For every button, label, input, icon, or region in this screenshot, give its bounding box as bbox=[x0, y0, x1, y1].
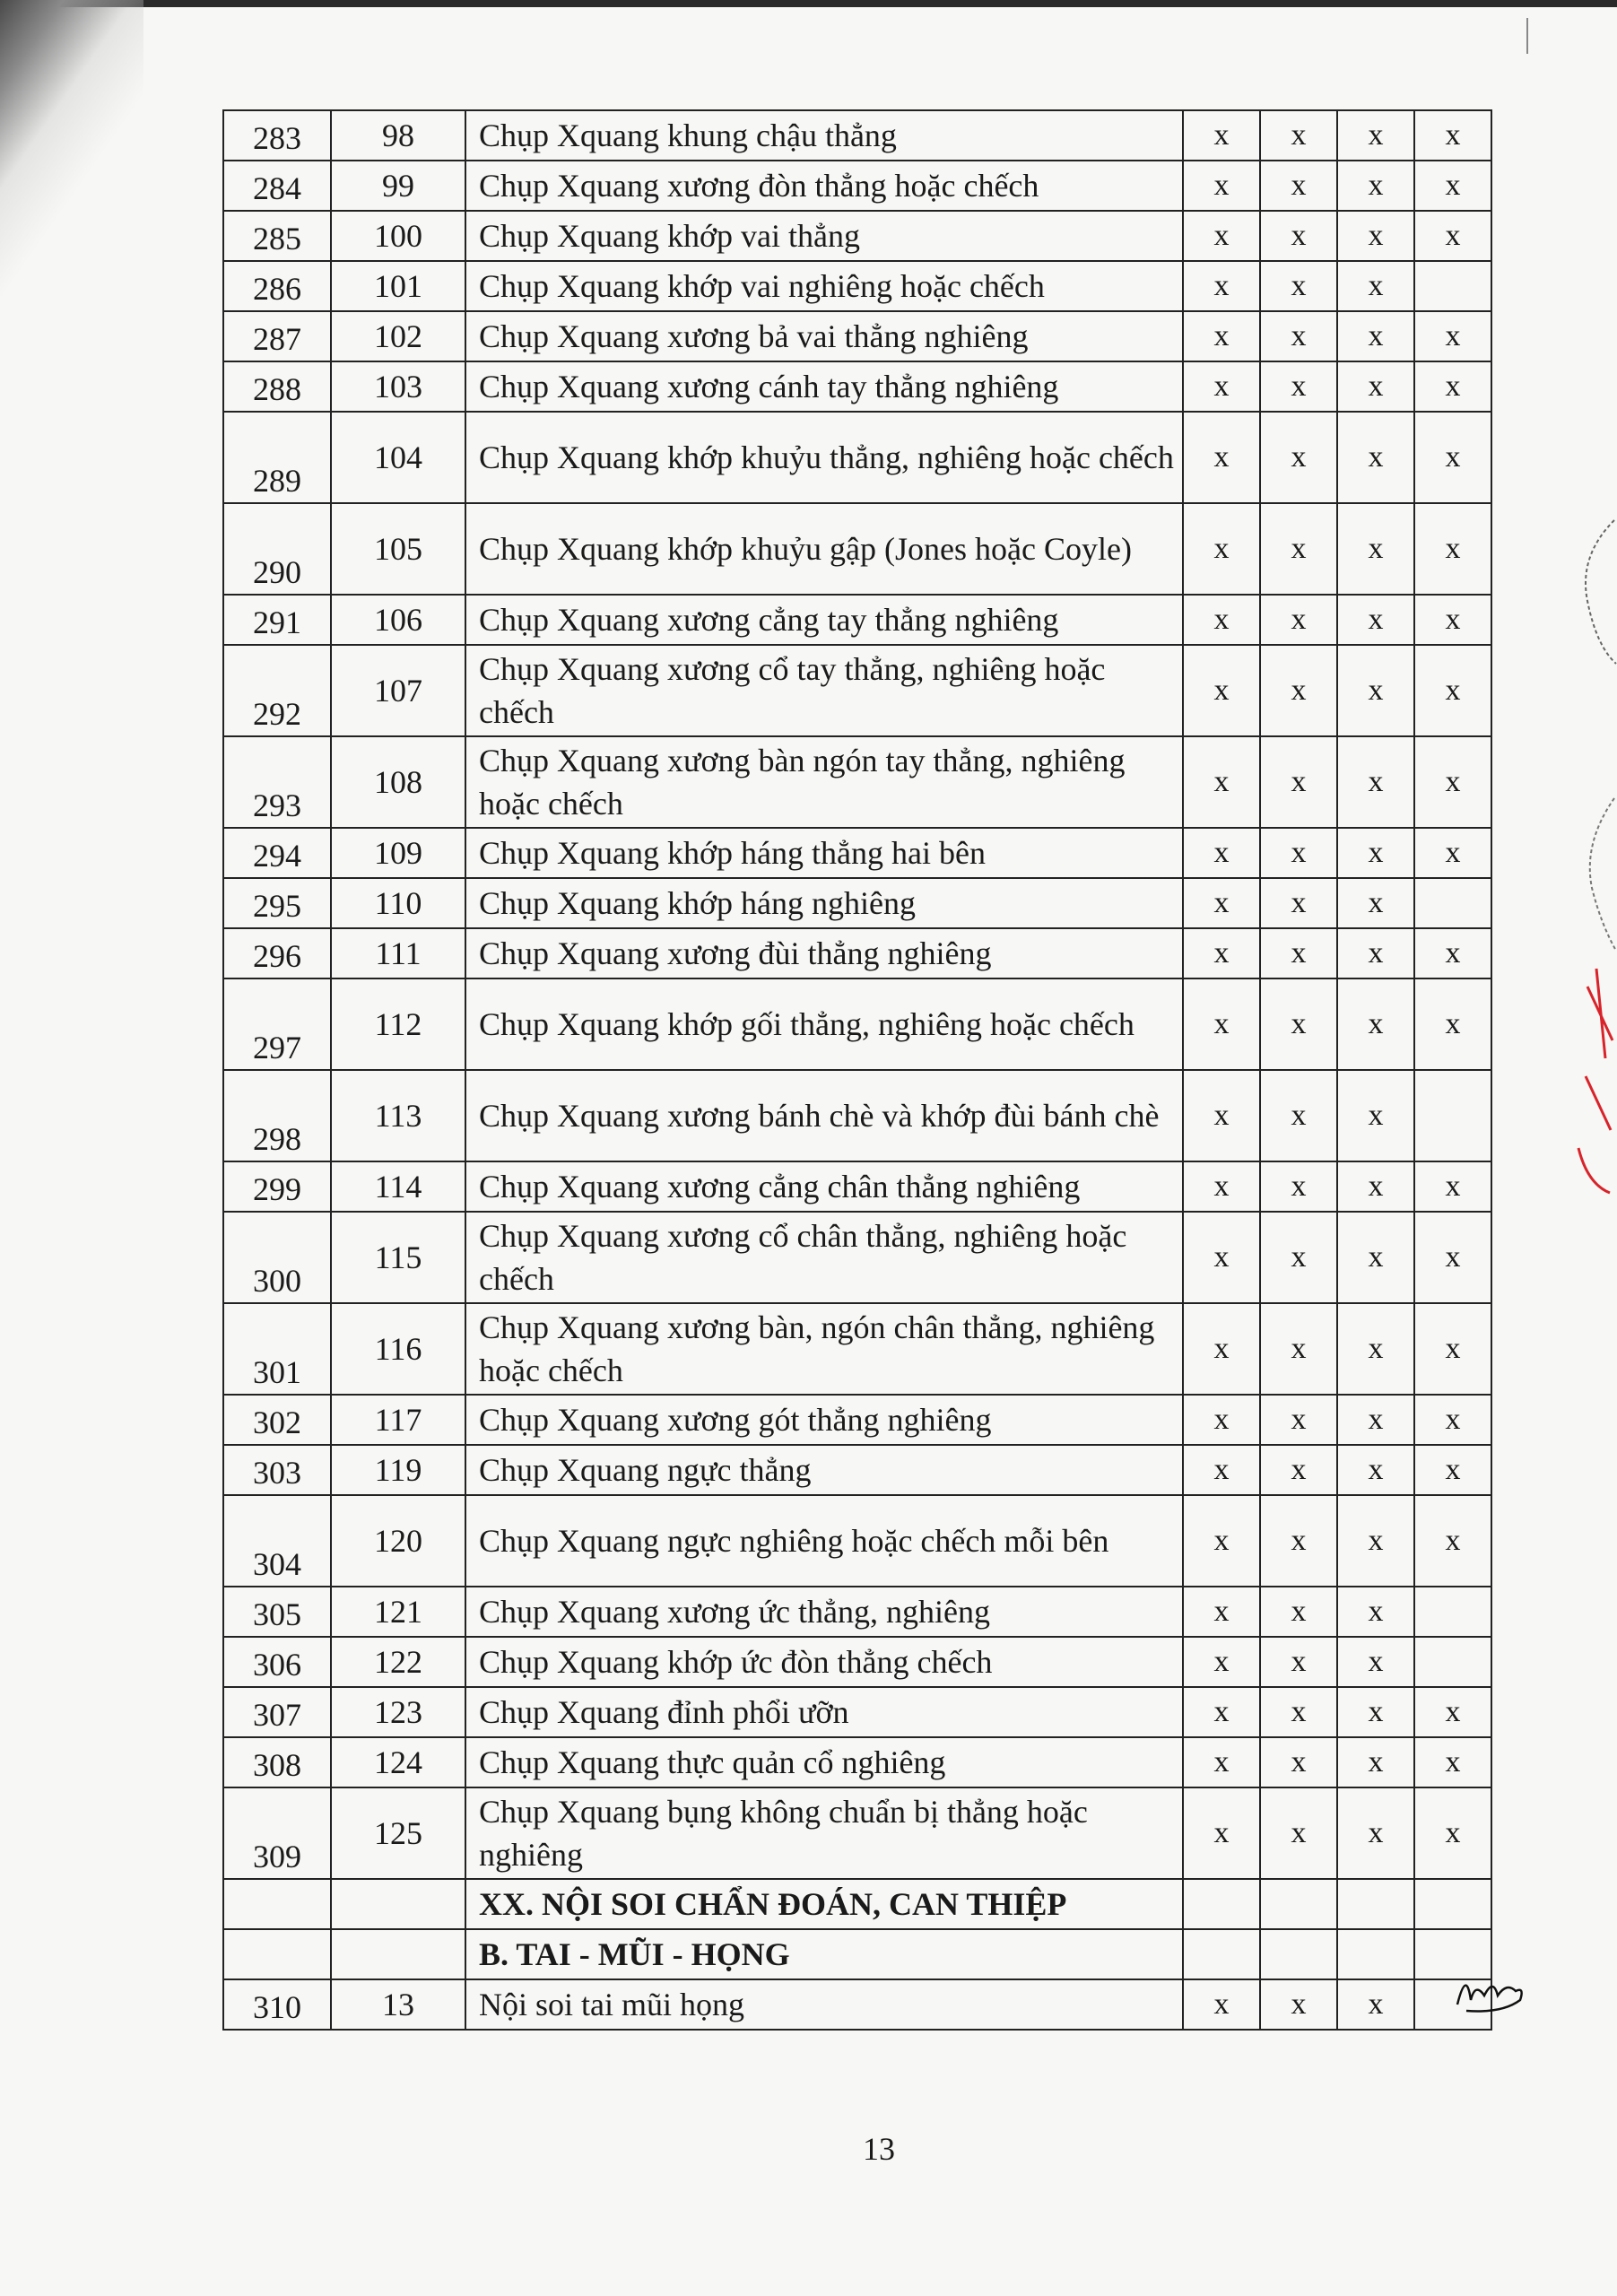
level-mark-cell-1: x bbox=[1183, 361, 1260, 412]
procedure-code-cell: 123 bbox=[331, 1687, 465, 1737]
procedure-name-cell: Chụp Xquang đỉnh phổi ưỡn bbox=[465, 1687, 1183, 1737]
level-mark-cell-4: x bbox=[1414, 361, 1491, 412]
level-mark-cell-3: x bbox=[1337, 978, 1414, 1070]
row-index-cell: 285 bbox=[223, 211, 331, 261]
level-mark-cell-1: x bbox=[1183, 878, 1260, 928]
row-index-cell: 307 bbox=[223, 1687, 331, 1737]
level-mark-cell-4 bbox=[1414, 1879, 1491, 1929]
level-mark-cell-2: x bbox=[1260, 736, 1337, 828]
level-mark-cell-4 bbox=[1414, 1637, 1491, 1687]
level-mark-cell-3: x bbox=[1337, 1637, 1414, 1687]
level-mark-cell-3: x bbox=[1337, 1395, 1414, 1445]
procedure-name-cell: Chụp Xquang ngực thẳng bbox=[465, 1445, 1183, 1495]
table-row bbox=[223, 1737, 1491, 1787]
procedure-name-cell: Chụp Xquang xương đòn thẳng hoặc chếch bbox=[465, 161, 1183, 211]
table-row bbox=[223, 828, 1491, 878]
level-mark-cell-3: x bbox=[1337, 261, 1414, 311]
level-mark-cell-2: x bbox=[1260, 645, 1337, 736]
table-row bbox=[223, 110, 1491, 161]
level-mark-cell-2: x bbox=[1260, 503, 1337, 595]
procedure-code-cell: 107 bbox=[331, 645, 465, 736]
row-index-cell: 300 bbox=[223, 1212, 331, 1303]
red-stamp-icon bbox=[1560, 502, 1617, 1202]
level-mark-cell-3: x bbox=[1337, 361, 1414, 412]
level-mark-cell-4: x bbox=[1414, 311, 1491, 361]
section-row bbox=[223, 1879, 1491, 1929]
procedure-code-cell: 114 bbox=[331, 1161, 465, 1212]
table-row bbox=[223, 503, 1491, 595]
level-mark-cell-1: x bbox=[1183, 928, 1260, 978]
level-mark-cell-4: x bbox=[1414, 412, 1491, 503]
level-mark-cell-2: x bbox=[1260, 1787, 1337, 1879]
level-mark-cell-4: x bbox=[1414, 928, 1491, 978]
level-mark-cell-3: x bbox=[1337, 1070, 1414, 1161]
row-index-cell bbox=[223, 1929, 331, 1979]
level-mark-cell-1: x bbox=[1183, 1637, 1260, 1687]
table-row bbox=[223, 211, 1491, 261]
procedure-code-cell: 122 bbox=[331, 1637, 465, 1687]
procedure-code-cell: 113 bbox=[331, 1070, 465, 1161]
procedure-name-cell: Chụp Xquang xương bánh chè và khớp đùi bánh chè bbox=[465, 1070, 1183, 1161]
scan-top-edge bbox=[0, 0, 1617, 7]
level-mark-cell-1: x bbox=[1183, 1161, 1260, 1212]
procedure-name-cell: Chụp Xquang xương bả vai thẳng nghiêng bbox=[465, 311, 1183, 361]
procedure-name-cell: Chụp Xquang xương bàn, ngón chân thẳng, nghiêng hoặc chếch bbox=[465, 1303, 1183, 1395]
procedure-name-cell: Chụp Xquang khớp háng nghiêng bbox=[465, 878, 1183, 928]
procedure-code-cell: 102 bbox=[331, 311, 465, 361]
procedure-code-cell: 119 bbox=[331, 1445, 465, 1495]
level-mark-cell-1: x bbox=[1183, 311, 1260, 361]
level-mark-cell-2: x bbox=[1260, 1737, 1337, 1787]
level-mark-cell-1: x bbox=[1183, 1445, 1260, 1495]
row-index-cell: 299 bbox=[223, 1161, 331, 1212]
procedure-name-cell: Chụp Xquang thực quản cổ nghiêng bbox=[465, 1737, 1183, 1787]
table-row bbox=[223, 1303, 1491, 1395]
level-mark-cell-3: x bbox=[1337, 828, 1414, 878]
table-row bbox=[223, 878, 1491, 928]
table-row bbox=[223, 1687, 1491, 1737]
level-mark-cell-4 bbox=[1414, 878, 1491, 928]
level-mark-cell-2: x bbox=[1260, 1445, 1337, 1495]
level-mark-cell-2: x bbox=[1260, 1303, 1337, 1395]
procedure-code-cell: 108 bbox=[331, 736, 465, 828]
procedure-code-cell: 124 bbox=[331, 1737, 465, 1787]
procedure-code-cell: 120 bbox=[331, 1495, 465, 1587]
scan-corner-shadow bbox=[0, 0, 143, 296]
level-mark-cell-1: x bbox=[1183, 412, 1260, 503]
procedure-name-cell: Chụp Xquang xương cẳng tay thẳng nghiêng bbox=[465, 595, 1183, 645]
level-mark-cell-2: x bbox=[1260, 978, 1337, 1070]
procedure-name-cell: Nội soi tai mũi họng bbox=[465, 1979, 1183, 2030]
row-index-cell: 296 bbox=[223, 928, 331, 978]
level-mark-cell-1: x bbox=[1183, 110, 1260, 161]
procedure-code-cell: 101 bbox=[331, 261, 465, 311]
table-row bbox=[223, 978, 1491, 1070]
table-row bbox=[223, 1445, 1491, 1495]
level-mark-cell-4: x bbox=[1414, 1687, 1491, 1737]
row-index-cell: 301 bbox=[223, 1303, 331, 1395]
level-mark-cell-3: x bbox=[1337, 211, 1414, 261]
table-row bbox=[223, 1212, 1491, 1303]
level-mark-cell-3: x bbox=[1337, 1687, 1414, 1737]
level-mark-cell-1: x bbox=[1183, 161, 1260, 211]
level-mark-cell-3: x bbox=[1337, 595, 1414, 645]
table-row bbox=[223, 412, 1491, 503]
section-title-cell: B. TAI - MŨI - HỌNG bbox=[465, 1929, 1183, 1979]
table-row bbox=[223, 1587, 1491, 1637]
level-mark-cell-3: x bbox=[1337, 412, 1414, 503]
procedure-table-body bbox=[223, 110, 1491, 2030]
level-mark-cell-4: x bbox=[1414, 1395, 1491, 1445]
level-mark-cell-4 bbox=[1414, 261, 1491, 311]
level-mark-cell-1: x bbox=[1183, 1212, 1260, 1303]
level-mark-cell-3: x bbox=[1337, 1212, 1414, 1303]
level-mark-cell-3: x bbox=[1337, 1445, 1414, 1495]
level-mark-cell-1 bbox=[1183, 1879, 1260, 1929]
row-index-cell: 289 bbox=[223, 412, 331, 503]
table-row bbox=[223, 1395, 1491, 1445]
row-index-cell: 287 bbox=[223, 311, 331, 361]
row-index-cell bbox=[223, 1879, 331, 1929]
scan-margin-mark bbox=[1526, 18, 1528, 54]
level-mark-cell-1: x bbox=[1183, 1687, 1260, 1737]
level-mark-cell-1: x bbox=[1183, 1737, 1260, 1787]
level-mark-cell-2: x bbox=[1260, 1687, 1337, 1737]
level-mark-cell-1 bbox=[1183, 1929, 1260, 1979]
level-mark-cell-1: x bbox=[1183, 978, 1260, 1070]
table-row bbox=[223, 1070, 1491, 1161]
level-mark-cell-1: x bbox=[1183, 736, 1260, 828]
level-mark-cell-2: x bbox=[1260, 110, 1337, 161]
level-mark-cell-4 bbox=[1414, 1587, 1491, 1637]
level-mark-cell-3: x bbox=[1337, 736, 1414, 828]
section-row bbox=[223, 1929, 1491, 1979]
level-mark-cell-4: x bbox=[1414, 1737, 1491, 1787]
table-row bbox=[223, 928, 1491, 978]
table-row bbox=[223, 1495, 1491, 1587]
procedure-name-cell: Chụp Xquang khớp háng thẳng hai bên bbox=[465, 828, 1183, 878]
level-mark-cell-3: x bbox=[1337, 503, 1414, 595]
level-mark-cell-3: x bbox=[1337, 645, 1414, 736]
level-mark-cell-1: x bbox=[1183, 595, 1260, 645]
procedure-name-cell: Chụp Xquang khớp vai thẳng bbox=[465, 211, 1183, 261]
procedure-code-cell: 112 bbox=[331, 978, 465, 1070]
row-index-cell: 308 bbox=[223, 1737, 331, 1787]
level-mark-cell-1: x bbox=[1183, 211, 1260, 261]
level-mark-cell-3: x bbox=[1337, 1737, 1414, 1787]
level-mark-cell-2: x bbox=[1260, 1495, 1337, 1587]
row-index-cell: 292 bbox=[223, 645, 331, 736]
level-mark-cell-2: x bbox=[1260, 1395, 1337, 1445]
level-mark-cell-1: x bbox=[1183, 645, 1260, 736]
level-mark-cell-3: x bbox=[1337, 1303, 1414, 1395]
table-row bbox=[223, 161, 1491, 211]
procedure-code-cell: 106 bbox=[331, 595, 465, 645]
level-mark-cell-1: x bbox=[1183, 828, 1260, 878]
level-mark-cell-4: x bbox=[1414, 1161, 1491, 1212]
level-mark-cell-2: x bbox=[1260, 1161, 1337, 1212]
procedure-code-cell bbox=[331, 1929, 465, 1979]
level-mark-cell-3: x bbox=[1337, 1495, 1414, 1587]
procedure-name-cell: Chụp Xquang xương gót thẳng nghiêng bbox=[465, 1395, 1183, 1445]
row-index-cell: 310 bbox=[223, 1979, 331, 2030]
level-mark-cell-2: x bbox=[1260, 361, 1337, 412]
row-index-cell: 302 bbox=[223, 1395, 331, 1445]
procedure-code-cell: 103 bbox=[331, 361, 465, 412]
procedure-name-cell: Chụp Xquang xương bàn ngón tay thẳng, nghiêng hoặc chếch bbox=[465, 736, 1183, 828]
level-mark-cell-2: x bbox=[1260, 1979, 1337, 2030]
procedure-name-cell: Chụp Xquang xương cánh tay thẳng nghiêng bbox=[465, 361, 1183, 412]
procedure-table bbox=[222, 109, 1492, 2031]
level-mark-cell-1: x bbox=[1183, 1495, 1260, 1587]
level-mark-cell-4: x bbox=[1414, 1787, 1491, 1879]
level-mark-cell-2: x bbox=[1260, 412, 1337, 503]
procedure-name-cell: Chụp Xquang khớp khuỷu gập (Jones hoặc Coyle) bbox=[465, 503, 1183, 595]
procedure-name-cell: Chụp Xquang xương cổ chân thẳng, nghiêng hoặc chếch bbox=[465, 1212, 1183, 1303]
procedure-code-cell: 116 bbox=[331, 1303, 465, 1395]
table-row bbox=[223, 595, 1491, 645]
procedure-name-cell: Chụp Xquang xương cổ tay thẳng, nghiêng hoặc chếch bbox=[465, 645, 1183, 736]
level-mark-cell-1: x bbox=[1183, 1303, 1260, 1395]
row-index-cell: 305 bbox=[223, 1587, 331, 1637]
level-mark-cell-4: x bbox=[1414, 1445, 1491, 1495]
level-mark-cell-1: x bbox=[1183, 261, 1260, 311]
level-mark-cell-3: x bbox=[1337, 161, 1414, 211]
row-index-cell: 298 bbox=[223, 1070, 331, 1161]
level-mark-cell-4: x bbox=[1414, 828, 1491, 878]
row-index-cell: 288 bbox=[223, 361, 331, 412]
row-index-cell: 295 bbox=[223, 878, 331, 928]
procedure-name-cell: Chụp Xquang khung chậu thẳng bbox=[465, 110, 1183, 161]
level-mark-cell-1: x bbox=[1183, 503, 1260, 595]
level-mark-cell-3 bbox=[1337, 1879, 1414, 1929]
level-mark-cell-2 bbox=[1260, 1929, 1337, 1979]
level-mark-cell-1: x bbox=[1183, 1395, 1260, 1445]
level-mark-cell-3: x bbox=[1337, 1161, 1414, 1212]
level-mark-cell-2: x bbox=[1260, 1637, 1337, 1687]
level-mark-cell-4: x bbox=[1414, 1212, 1491, 1303]
procedure-code-cell: 99 bbox=[331, 161, 465, 211]
level-mark-cell-2: x bbox=[1260, 261, 1337, 311]
row-index-cell: 304 bbox=[223, 1495, 331, 1587]
procedure-code-cell: 121 bbox=[331, 1587, 465, 1637]
level-mark-cell-4: x bbox=[1414, 595, 1491, 645]
level-mark-cell-2: x bbox=[1260, 311, 1337, 361]
procedure-name-cell: Chụp Xquang xương ức thẳng, nghiêng bbox=[465, 1587, 1183, 1637]
level-mark-cell-4: x bbox=[1414, 1495, 1491, 1587]
level-mark-cell-4: x bbox=[1414, 1303, 1491, 1395]
level-mark-cell-4: x bbox=[1414, 645, 1491, 736]
procedure-code-cell bbox=[331, 1879, 465, 1929]
level-mark-cell-1: x bbox=[1183, 1587, 1260, 1637]
level-mark-cell-2: x bbox=[1260, 828, 1337, 878]
procedure-code-cell: 100 bbox=[331, 211, 465, 261]
section-title-cell: XX. NỘI SOI CHẨN ĐOÁN, CAN THIỆP bbox=[465, 1879, 1183, 1929]
table-row bbox=[223, 1787, 1491, 1879]
procedure-code-cell: 13 bbox=[331, 1979, 465, 2030]
row-index-cell: 283 bbox=[223, 110, 331, 161]
level-mark-cell-4: x bbox=[1414, 736, 1491, 828]
level-mark-cell-4: x bbox=[1414, 161, 1491, 211]
row-index-cell: 293 bbox=[223, 736, 331, 828]
level-mark-cell-2: x bbox=[1260, 211, 1337, 261]
level-mark-cell-2: x bbox=[1260, 1212, 1337, 1303]
table-row bbox=[223, 736, 1491, 828]
level-mark-cell-3: x bbox=[1337, 311, 1414, 361]
procedure-name-cell: Chụp Xquang khớp ức đòn thẳng chếch bbox=[465, 1637, 1183, 1687]
procedure-code-cell: 125 bbox=[331, 1787, 465, 1879]
row-index-cell: 290 bbox=[223, 503, 331, 595]
procedure-code-cell: 111 bbox=[331, 928, 465, 978]
row-index-cell: 303 bbox=[223, 1445, 331, 1495]
row-index-cell: 309 bbox=[223, 1787, 331, 1879]
level-mark-cell-1: x bbox=[1183, 1787, 1260, 1879]
procedure-name-cell: Chụp Xquang xương đùi thẳng nghiêng bbox=[465, 928, 1183, 978]
procedure-code-cell: 104 bbox=[331, 412, 465, 503]
level-mark-cell-2 bbox=[1260, 1879, 1337, 1929]
table-row bbox=[223, 1637, 1491, 1687]
level-mark-cell-2: x bbox=[1260, 878, 1337, 928]
level-mark-cell-3: x bbox=[1337, 1979, 1414, 2030]
level-mark-cell-3: x bbox=[1337, 1787, 1414, 1879]
row-index-cell: 306 bbox=[223, 1637, 331, 1687]
page-number: 13 bbox=[863, 2131, 895, 2167]
level-mark-cell-2: x bbox=[1260, 1070, 1337, 1161]
level-mark-cell-3: x bbox=[1337, 878, 1414, 928]
level-mark-cell-4: x bbox=[1414, 978, 1491, 1070]
row-index-cell: 284 bbox=[223, 161, 331, 211]
level-mark-cell-4: x bbox=[1414, 110, 1491, 161]
table-row bbox=[223, 645, 1491, 736]
level-mark-cell-2: x bbox=[1260, 595, 1337, 645]
row-index-cell: 291 bbox=[223, 595, 331, 645]
level-mark-cell-2: x bbox=[1260, 928, 1337, 978]
level-mark-cell-2: x bbox=[1260, 161, 1337, 211]
level-mark-cell-2: x bbox=[1260, 1587, 1337, 1637]
procedure-code-cell: 109 bbox=[331, 828, 465, 878]
table-row bbox=[223, 261, 1491, 311]
level-mark-cell-1: x bbox=[1183, 1070, 1260, 1161]
level-mark-cell-4: x bbox=[1414, 211, 1491, 261]
procedure-name-cell: Chụp Xquang khớp khuỷu thẳng, nghiêng hoặc chếch bbox=[465, 412, 1183, 503]
level-mark-cell-4: x bbox=[1414, 503, 1491, 595]
procedure-name-cell: Chụp Xquang khớp gối thẳng, nghiêng hoặc chếch bbox=[465, 978, 1183, 1070]
row-index-cell: 297 bbox=[223, 978, 331, 1070]
level-mark-cell-4 bbox=[1414, 1070, 1491, 1161]
table-row bbox=[223, 311, 1491, 361]
table-row bbox=[223, 361, 1491, 412]
procedure-code-cell: 110 bbox=[331, 878, 465, 928]
row-index-cell: 294 bbox=[223, 828, 331, 878]
table-row bbox=[223, 1161, 1491, 1212]
procedure-code-cell: 98 bbox=[331, 110, 465, 161]
procedure-name-cell: Chụp Xquang xương cẳng chân thẳng nghiêng bbox=[465, 1161, 1183, 1212]
procedure-name-cell: Chụp Xquang ngực nghiêng hoặc chếch mỗi bên bbox=[465, 1495, 1183, 1587]
level-mark-cell-1: x bbox=[1183, 1979, 1260, 2030]
table-row bbox=[223, 1979, 1491, 2030]
procedure-name-cell: Chụp Xquang bụng không chuẩn bị thẳng hoặc nghiêng bbox=[465, 1787, 1183, 1879]
level-mark-cell-3: x bbox=[1337, 1587, 1414, 1637]
row-index-cell: 286 bbox=[223, 261, 331, 311]
procedure-code-cell: 115 bbox=[331, 1212, 465, 1303]
procedure-name-cell: Chụp Xquang khớp vai nghiêng hoặc chếch bbox=[465, 261, 1183, 311]
level-mark-cell-3: x bbox=[1337, 110, 1414, 161]
level-mark-cell-3 bbox=[1337, 1929, 1414, 1979]
level-mark-cell-3: x bbox=[1337, 928, 1414, 978]
procedure-code-cell: 117 bbox=[331, 1395, 465, 1445]
signature-icon bbox=[1448, 1964, 1538, 2018]
procedure-code-cell: 105 bbox=[331, 503, 465, 595]
